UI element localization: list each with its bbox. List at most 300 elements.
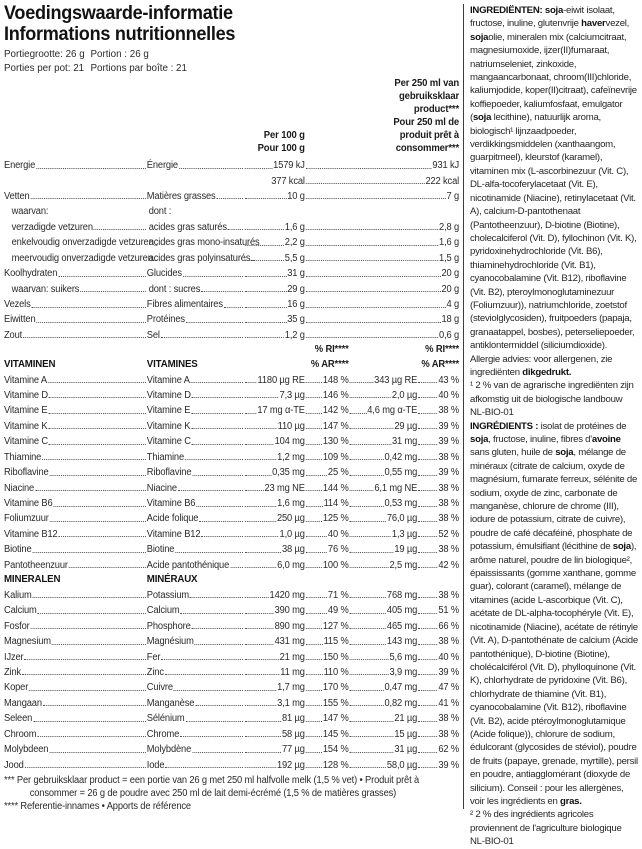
value-per100: 1,6 mg (244, 498, 305, 509)
dot-leader (418, 459, 437, 460)
dot-leader (306, 690, 322, 691)
dot-leader (418, 628, 437, 629)
bio-note-fr: ² 2 % des ingrédients agricoles proviennent de l'agriculture biologique (470, 809, 622, 834)
pct-per100: 109 % (305, 452, 349, 463)
nutrient-label-nl: Zink (4, 667, 147, 678)
dot-leader (418, 536, 437, 537)
dot-leader (245, 444, 274, 445)
dot-leader (350, 736, 394, 737)
dot-leader (228, 229, 243, 230)
value-per250: 1,3 µg (349, 529, 418, 540)
table-row (4, 509, 459, 524)
dot-leader (49, 444, 146, 445)
dot-leader (245, 659, 279, 660)
dot-leader (350, 397, 391, 398)
dot-leader (306, 229, 438, 230)
nutrient-label-nl: Seleen (4, 713, 147, 724)
dot-leader (418, 597, 437, 598)
allergen-note-nl: Allergie advies: voor allergenen, zie ingrediënten dikgedrukt. (470, 353, 613, 378)
pct-per250: 38 % (417, 498, 459, 509)
pct-per100: 148 % (305, 375, 349, 386)
ar-label-per100: % AR**** (310, 359, 349, 371)
nutrient-label-fr: Niacine (147, 483, 244, 494)
table-row (4, 494, 459, 509)
table-row (4, 386, 459, 401)
pct-per100: 130 % (305, 436, 349, 447)
dot-leader (306, 322, 441, 323)
pct-per250: 38 % (417, 513, 459, 524)
dot-leader (161, 337, 243, 338)
value-per100: 29 g (244, 284, 305, 295)
dot-leader (245, 536, 279, 537)
value-per100: 1,2 g (244, 330, 305, 341)
dot-leader (418, 552, 437, 553)
pct-per100: 154 % (305, 744, 349, 755)
dot-leader (245, 245, 284, 246)
dot-leader (230, 567, 243, 568)
dot-leader (94, 229, 146, 230)
nutrient-label-fr: Vitamine A (147, 375, 244, 386)
nutrient-label-fr: Magnésium (147, 636, 244, 647)
dot-leader (245, 307, 286, 308)
dot-leader (192, 628, 243, 629)
pct-per250: 38 % (417, 636, 459, 647)
pct-per250: 52 % (417, 529, 459, 540)
value-per250: 76,0 µg (349, 513, 418, 524)
dot-leader (418, 567, 437, 568)
dot-leader (245, 322, 286, 323)
dot-leader (306, 183, 425, 184)
table-row (4, 632, 459, 647)
dot-leader (350, 459, 384, 460)
nutrient-label-nl: Thiamine (4, 452, 147, 463)
dot-leader (48, 413, 145, 414)
pct-per100: 71 % (305, 590, 349, 601)
pct-per250: 39 % (417, 667, 459, 678)
value-per250: 5,6 mg (349, 652, 418, 663)
dot-leader (48, 428, 145, 429)
vitamins-heading-nl: VITAMINEN (4, 359, 56, 371)
nutrient-label-nl: IJzer (4, 652, 147, 663)
column-divider (463, 4, 464, 809)
dot-leader (350, 705, 384, 706)
dot-leader (178, 490, 243, 491)
pct-per250: 43 % (417, 375, 459, 386)
table-row (4, 524, 459, 539)
table-row (4, 264, 459, 279)
dot-leader (306, 260, 438, 261)
value-per250: 21 µg (349, 713, 418, 724)
dot-leader (350, 644, 386, 645)
dot-leader (350, 382, 374, 383)
dot-leader (245, 382, 257, 383)
dot-leader (350, 721, 394, 722)
dot-leader (31, 628, 146, 629)
value-per100: 5,5 g (244, 253, 305, 264)
pct-per250: 38 % (417, 405, 459, 416)
dot-leader (191, 428, 243, 429)
pct-per100: 40 % (305, 529, 349, 540)
value-per250: 222 kcal (305, 176, 459, 187)
value-per100: 38 µg (244, 544, 305, 555)
pct-per250: 39 % (417, 760, 459, 771)
value-per250: 405 mg (349, 605, 418, 616)
value-per250: 0,55 mg (349, 467, 418, 478)
nutrient-label-nl: Fosfor (4, 621, 147, 632)
dot-leader (37, 736, 146, 737)
dot-leader (350, 567, 389, 568)
nutrient-label-fr: Acide folique (147, 513, 244, 524)
dot-leader (418, 659, 437, 660)
pct-per100: 170 % (305, 682, 349, 693)
nutrient-label-nl: Riboflavine (4, 467, 147, 478)
dot-leader (350, 597, 386, 598)
value-per100: 11 mg (244, 667, 305, 678)
dot-leader (245, 459, 276, 460)
dot-leader (306, 536, 327, 537)
dot-leader (245, 767, 276, 768)
value-per250: 1,6 g (305, 237, 459, 248)
pct-per100: 150 % (305, 652, 349, 663)
dot-leader (418, 444, 437, 445)
dot-leader (186, 322, 243, 323)
dot-leader (418, 613, 437, 614)
pct-per100: 146 % (305, 390, 349, 401)
nutrient-label-fr: acides gras mono-insaturés (147, 237, 244, 248)
nutrient-label-fr: Fibres alimentaires (147, 299, 244, 310)
nutrient-label-fr: Acide pantothénique (147, 560, 244, 571)
nutrient-label-fr: Cuivre (147, 682, 244, 693)
pct-per250: 66 % (417, 621, 459, 632)
nutrient-label-nl: waarvan: suikers (4, 284, 147, 295)
nutrient-label-nl: Kalium (4, 590, 147, 601)
dot-leader (418, 752, 437, 753)
dot-leader (245, 613, 274, 614)
dot-leader (306, 567, 322, 568)
nutrient-label-nl: Calcium (4, 605, 147, 616)
table-row (4, 663, 459, 678)
nutrient-label-nl: Pantotheenzuur (4, 560, 147, 571)
table-row (4, 709, 459, 724)
dot-leader (174, 690, 243, 691)
table-row (4, 233, 459, 248)
per-250ml-header: Per 250 ml van gebruiksklaar product*** Pour 250 ml de produit prêt à consommer*** (393, 78, 460, 154)
dot-leader (306, 276, 441, 277)
pct-per250: 39 % (417, 421, 459, 432)
table-row (4, 647, 459, 662)
dot-leader (418, 721, 437, 722)
dot-leader (306, 674, 323, 675)
footnote-prepared-product: *** Per gebruiksklaar product = een portie van 26 g met 250 ml halfvolle melk (1,5 % vet) • Produit prêt à consommer = 26 g de poudre avec 250 ml de lait demi-écrémé (1,5 % de matières grasses) (4, 774, 420, 799)
table-row (4, 370, 459, 385)
ar-label-per250: % AR**** (421, 359, 460, 371)
pct-per100: 127 % (305, 621, 349, 632)
dot-leader (54, 506, 146, 507)
pct-per250: 38 % (417, 483, 459, 494)
dot-leader (50, 521, 146, 522)
value-per100: 2,2 g (244, 237, 305, 248)
value-per250: 0,47 mg (349, 682, 418, 693)
pct-per100: 147 % (305, 421, 349, 432)
nutrient-label-nl: verzadigde vetzuren (4, 222, 147, 233)
ingredients-fr: INGRÉDIENTS : isolat de protéines de soja, fructose, inuline, fibres d'avoine sans gluten, huile de soja, mélange de minéraux (citrate de calcium, oxyde de magnésium, fumarate ferreux, sélénite de sodium, oxyde de zinc, carbonate de manganèse, chlorure de chrome (III), iodure de potassium, citrate de cuivre), poudre de café décaféiné, phosphate de potassium, émulsifiant (lécithine de soja), arôme naturel, poudre de lin biologique², épaississants (gomme xanthane, gomme guar), colorant (caramel), mélange de vitamines (acide L-ascorbique (Vit. C), acétate de DL-alpha-tocophéryle (Vit. E), nicotinamide (Niacine), acétate de rétinyle (Vit. A), D-pantothénate de calcium (Acide pantothénique), D-biotine (Biotine), cholécalciférol (Vit. D), phylloquinone (Vit. K), chlorhydrate de pyridoxine (Vit. B6), chlorhydrate de thiamine (Vit. B1), cyanocobalamine (Vit. B12), riboflavine (Vit. B2), acide ptéroylmonoglutamique (Acide folique)), chlorure de sodium, édulcorant (glycosides de stéviol), poudre de fruits (papaye, grenade, myrtille), persil en poudre, antiagglomérant (dioxyde de silicium). Conseil : pour les allergènes, voir les ingrédients en gras. (470, 420, 638, 807)
value-per100: 431 mg (244, 636, 305, 647)
pct-per250: 41 % (417, 698, 459, 709)
macro-rows (4, 156, 459, 341)
dot-leader (306, 721, 322, 722)
dot-leader (29, 690, 146, 691)
pct-per100: 147 % (305, 713, 349, 724)
value-per250: 143 mg (349, 636, 418, 647)
table-row (4, 325, 459, 340)
dot-leader (418, 475, 437, 476)
value-per100: 10 g (244, 191, 305, 202)
value-per100: 1,7 mg (244, 682, 305, 693)
serving-size-row (4, 48, 459, 62)
table-row (4, 555, 459, 570)
ingredients-nl: INGREDIËNTEN: soja-eiwit isolaat, fructose, inuline, glutenvrije havervezel, sojaolie, mineralen mix (calciumcitraat, magnesiumoxide, ijzer(II)fumaraat, natriumseleniet, zinkoxide, mangaancarbonaat, chroom(III)chloride, kaliumjodide, koper(II)citraat), cafeïnevrije koffiepoeder, kaliumfosfaat, emulgator (soja lecithine), natuurlijk aroma, biologisch¹ lijnzaadpoeder, verdikkingsmiddelen (xanthaangom, guarpitmeel), kleurstof (karamel), vitaminen mix (L-ascorbinezuur (Vit. C), DL-alfa-tocoferylacetaat (Vit. E), nicotinamide (Niacine), retinylacetaat (Vit. A), calcium-D-pantothenaat (Pantotheenzuur), D-biotine (Biotine), cholecalciferol (Vit. D), fyllochinon (Vit. K), pyridoxinehydrochloride (Vit. B6), thiaminehydrochloride (Vit. B1), cyanocobalamine (Vit. B12), riboflavine (Vit. B2), pteroylmonoglutaminezuur (Foliumzuur)), natriumchloride, zoetstof (steviolglycosiden), fruitpoeders (papaja, granaatappel, bosbes), peterseliepoeder, antiklontermiddel (siliciumdioxide). (470, 5, 637, 352)
nutrient-label-fr: Glucides (147, 268, 244, 279)
nutrient-label-nl: Vetten (4, 191, 147, 202)
dot-leader (306, 628, 322, 629)
dot-leader (49, 752, 146, 753)
value-per250: 31 µg (349, 744, 418, 755)
nutrient-label-nl: Vitamine D (4, 390, 147, 401)
nutrient-label-nl: Vitamine B12 (4, 529, 147, 540)
dot-leader (245, 397, 279, 398)
dot-leader (245, 198, 286, 199)
dot-leader (175, 552, 243, 553)
dot-leader (25, 767, 146, 768)
dot-leader (43, 705, 146, 706)
dot-leader (185, 459, 243, 460)
column-headers (4, 78, 459, 155)
dot-leader (32, 552, 145, 553)
ri-label-per100: % RI**** (314, 344, 349, 356)
pct-per100: 25 % (305, 467, 349, 478)
value-per100: 21 mg (244, 652, 305, 663)
dot-leader (306, 552, 327, 553)
dot-leader (165, 674, 243, 675)
dot-leader (306, 659, 322, 660)
nutrition-panel (4, 3, 459, 813)
mineral-rows (4, 585, 459, 770)
dot-leader (50, 475, 146, 476)
value-per250: 1,5 g (305, 253, 459, 264)
value-per250: 18 g (305, 314, 459, 325)
dot-leader (306, 459, 322, 460)
pct-per250: 51 % (417, 605, 459, 616)
value-per250: 19 µg (349, 544, 418, 555)
nutrient-label-fr: dont : sucres (147, 284, 244, 295)
dot-leader (24, 659, 145, 660)
pct-per100: 145 % (305, 729, 349, 740)
dot-leader (306, 198, 446, 199)
footnote-reference-intake: **** Referentie-innames • Apports de référence (4, 801, 191, 813)
dot-leader (245, 705, 276, 706)
pct-per100: 144 % (305, 483, 349, 494)
dot-leader (350, 674, 389, 675)
page-title (4, 3, 459, 45)
dot-leader (350, 521, 386, 522)
nutrient-label-nl: Magnesium (4, 636, 147, 647)
value-per250: 2,8 g (305, 222, 459, 233)
value-per100: 31 g (244, 268, 305, 279)
value-per100: 104 mg (244, 436, 305, 447)
dot-leader (23, 337, 146, 338)
nutrient-label-fr: Iode (147, 760, 244, 771)
dot-leader (306, 705, 322, 706)
serving-count-row (4, 62, 459, 76)
nutrient-label-fr: Riboflavine (147, 467, 244, 478)
dot-leader (306, 597, 327, 598)
dot-leader (52, 644, 146, 645)
dot-leader (245, 276, 286, 277)
value-per100: 890 mg (244, 621, 305, 632)
dot-leader (350, 475, 384, 476)
pct-per250: 38 % (417, 590, 459, 601)
pct-per100: 100 % (305, 560, 349, 571)
dot-leader (350, 413, 367, 414)
dot-leader (418, 382, 437, 383)
nutrient-label-fr: Phosphore (147, 621, 244, 632)
nutrient-label-fr: Fer (147, 652, 244, 663)
dot-leader (306, 413, 322, 414)
value-per250: 58,0 µg (349, 760, 418, 771)
dot-leader (245, 260, 284, 261)
dot-leader (418, 674, 437, 675)
table-row (4, 540, 459, 555)
nutrient-label-nl: Koolhydraten (4, 268, 147, 279)
value-per100: 23 mg NE (244, 483, 305, 494)
ingredients-panel (470, 4, 638, 849)
value-per250: 31 mg (349, 436, 418, 447)
nutrient-label-nl: waarvan: (11, 206, 49, 218)
serving-count-fr: Portions par boîte : 21 (90, 62, 187, 74)
nutrient-label-fr: Biotine (147, 544, 244, 555)
dot-leader (31, 198, 146, 199)
dot-leader (196, 506, 243, 507)
dot-leader (48, 382, 146, 383)
value-per250: 0,82 mg (349, 698, 418, 709)
value-per100: 77 µg (244, 744, 305, 755)
value-per100: 3,1 mg (244, 698, 305, 709)
value-per100: 250 µg (244, 513, 305, 524)
value-per250: 0,42 mg (349, 452, 418, 463)
dot-leader (180, 736, 243, 737)
bio-code-fr: NL-BIO-01 (470, 836, 514, 848)
value-per100: 390 mg (244, 605, 305, 616)
table-row (4, 585, 459, 600)
pct-per100: 128 % (305, 760, 349, 771)
nutrient-label-fr: Calcium (147, 605, 244, 616)
value-per100: 1,6 g (244, 222, 305, 233)
table-row (4, 295, 459, 310)
table-row (4, 310, 459, 325)
dot-leader (38, 613, 146, 614)
table-row (4, 171, 459, 186)
nutrient-label-fr: Matières grasses (147, 191, 244, 202)
pct-per100: 125 % (305, 513, 349, 524)
pct-per100: 114 % (305, 498, 349, 509)
dot-leader (245, 291, 286, 292)
value-per100: 0,35 mg (244, 467, 305, 478)
pct-per100: 155 % (305, 698, 349, 709)
dot-leader (245, 567, 276, 568)
dot-leader (35, 490, 146, 491)
pct-per250: 40 % (417, 652, 459, 663)
nutrient-label-nl: Zout (4, 330, 147, 341)
dot-leader (418, 506, 437, 507)
value-per100: 1,2 mg (244, 452, 305, 463)
value-per100: 1420 mg (244, 590, 305, 601)
dot-leader (306, 736, 322, 737)
nutrient-label-nl: enkelvoudig onverzadigde vetzuren (4, 237, 147, 248)
dot-leader (216, 198, 242, 199)
bio-code-nl: NL-BIO-01 (470, 407, 514, 419)
dot-leader (32, 307, 146, 308)
nutrient-label-nl: Vitamine K (4, 421, 147, 432)
dot-leader (36, 168, 146, 169)
dot-leader (245, 690, 276, 691)
table-row (4, 217, 459, 232)
dot-leader (350, 536, 391, 537)
minerals-heading-nl: MINERALEN (4, 574, 61, 586)
dot-leader (306, 337, 438, 338)
dot-leader (306, 428, 322, 429)
ri-label-per250: % RI**** (425, 344, 460, 356)
nutrient-label-fr: Vitamine B6 (147, 498, 244, 509)
dot-leader (306, 767, 322, 768)
dot-leader (195, 644, 243, 645)
dot-leader (350, 428, 394, 429)
value-per250: 465 mg (349, 621, 418, 632)
nutrient-label-nl: meervoudig onverzadigde vetzuren (4, 253, 147, 264)
value-per100: 17 mg α-TE (244, 405, 305, 416)
dot-leader (306, 382, 322, 383)
vitamins-heading-fr: VITAMINES (146, 359, 198, 371)
nutrient-label-fr: Protéines (147, 314, 244, 325)
table-row (4, 401, 459, 416)
dot-leader (191, 382, 243, 383)
dot-leader (191, 413, 243, 414)
value-per250: 2,0 µg (349, 390, 418, 401)
pct-per100: 76 % (305, 544, 349, 555)
pct-per250: 38 % (417, 713, 459, 724)
dot-leader (245, 475, 271, 476)
nutrition-table (4, 78, 459, 813)
dot-leader (33, 597, 146, 598)
value-per250: 7 g (305, 191, 459, 202)
table-row (4, 740, 459, 755)
dot-leader (245, 552, 281, 553)
dot-leader (80, 291, 146, 292)
value-per100: 81 µg (244, 713, 305, 724)
value-per250: 29 µg (349, 421, 418, 432)
table-row (4, 248, 459, 263)
value-per100: 1180 µg RE (244, 375, 305, 386)
value-per100: 58 µg (244, 729, 305, 740)
dot-leader (306, 245, 438, 246)
nutrient-label-fr: Chrome (147, 729, 244, 740)
dot-leader (418, 490, 437, 491)
dot-leader (190, 597, 243, 598)
dot-leader (245, 168, 272, 169)
dot-leader (350, 613, 386, 614)
dot-leader (306, 168, 432, 169)
dot-leader (245, 490, 264, 491)
per-100g-header: Per 100 g Pour 100 g (257, 129, 305, 154)
